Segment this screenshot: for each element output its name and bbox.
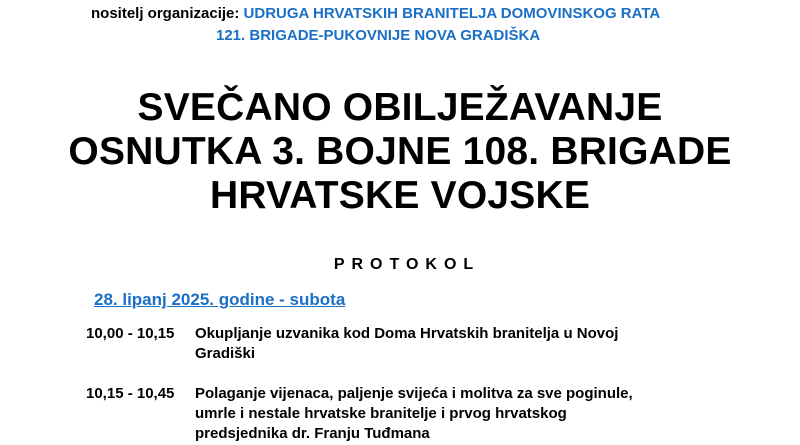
schedule-description: Polaganje vijenaca, paljenje svijeća i molitva za sve poginule, umrle i nestale hrvatske branitelje i prvog hrvatskog predsjednika dr. Franju Tuđmana bbox=[195, 385, 633, 442]
organizer-prefix: nositelj organizacije: bbox=[91, 5, 240, 22]
schedule-description: Okupljanje uzvanika kod Doma Hrvatskih branitelja u Novoj Gradiški bbox=[195, 325, 619, 362]
schedule-time: 10,00 - 10,15 bbox=[86, 325, 175, 342]
organizer-name-line-2: 121. BRIGADE-PUKOVNIJE NOVA GRADIŠKA bbox=[216, 27, 541, 44]
schedule-time: 10,15 - 10,45 bbox=[86, 385, 175, 402]
organizer-line-1 bbox=[91, 4, 660, 24]
protocol-heading: PROTOKOL bbox=[333, 256, 481, 273]
event-title-line-3: HRVATSKE VOJSKE bbox=[209, 174, 591, 217]
event-title-line-2: OSNUTKA 3. BOJNE 108. BRIGADE bbox=[68, 130, 732, 173]
event-title-line-1: SVEČANO OBILJEŽAVANJE bbox=[137, 86, 663, 129]
event-date: 28. lipanj 2025. godine - subota bbox=[94, 290, 346, 309]
organizer-name-line-1: UDRUGA HRVATSKIH BRANITELJA DOMOVINSKOG RATA bbox=[243, 5, 661, 22]
event-title bbox=[0, 86, 800, 218]
